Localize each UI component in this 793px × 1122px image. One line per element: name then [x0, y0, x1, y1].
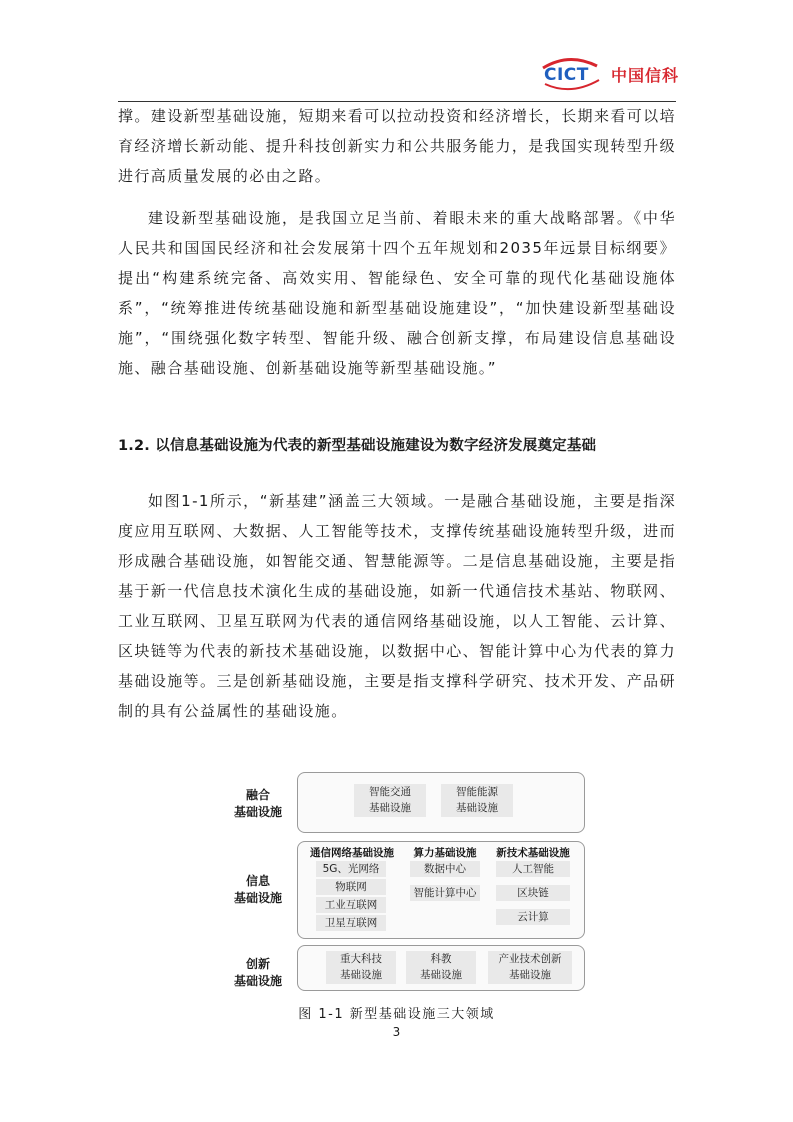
info-compute-item: 数据中心 [410, 861, 480, 877]
innovation-group [297, 945, 585, 991]
body-paragraph-1: 撑。建设新型基础设施，短期来看可以拉动投资和经济增长，长期来看可以培育经济增长新动能、提升科技创新实力和公共服务能力，是我国实现转型升级进行高质量发展的必由之路。 [118, 107, 676, 185]
innovation-item-edu [406, 951, 476, 984]
innovation-item-industry-line2: 基础设施 [509, 969, 551, 981]
info-group [297, 841, 585, 939]
fusion-item-transport [354, 784, 426, 817]
page-number: 3 [392, 1025, 401, 1039]
innovation-label [225, 956, 291, 990]
body-paragraph-3: 如图1-1所示，“新基建”涵盖三大领域。一是融合基础设施，主要是指深度应用互联网、大数据、人工智能等技术，支撑传统基础设施转型升级，进而形成融合基础设施，如智能交通、智慧能源等。二是信息基础设施，主要是指基于新一代信息技术演化生成的基础设施，如新一代通信技术基站、物联网、工业互联网、卫星互联网为代表的通信网络基础设施，以人工智能、云计算、区块链等为代表的新技术基础设施，以数据中心、智能计算中心为代表的算力基础设施等。三是创新基础设施，主要是指支撑科学研究、技术开发、产品研制的具有公益属性的基础设施。 [118, 492, 676, 720]
fusion-item-transport-line2: 基础设施 [369, 802, 411, 814]
innovation-item-edu-line1: 科教 [430, 953, 452, 965]
body-paragraph-3-container [118, 486, 676, 726]
info-network-item: 工业互联网 [316, 897, 386, 913]
info-compute-item: 智能计算中心 [410, 885, 480, 901]
cict-logo-mark [539, 54, 603, 94]
info-network-item: 5G、光网络 [316, 861, 386, 877]
innovation-item-industry [488, 951, 572, 984]
body-paragraph-2: 建设新型基础设施，是我国立足当前、着眼未来的重大战略部署。《中华人民共和国国民经济和社会发展第十四个五年规划和2035年远景目标纲要》提出“构建系统完备、高效实用、智能绿色、安全可靠的现代化基础设施体系”，“统筹推进传统基础设施和新型基础设施建设”，“加快建设新型基础设施”，“围绕强化数字转型、智能升级、融合创新支撑，布局建设信息基础设施、融合基础设施、创新基础设施等新型基础设施。” [118, 209, 676, 377]
fusion-label-line1: 融合 [245, 788, 270, 802]
innovation-item-industry-line1: 产业技术创新 [498, 953, 562, 965]
info-compute-title: 算力基础设施 [413, 847, 477, 859]
innovation-item-major [326, 951, 396, 984]
innovation-item-edu-line2: 基础设施 [420, 969, 462, 981]
innovation-item-major-line1: 重大科技 [340, 953, 382, 965]
section-heading: 1.2. 以信息基础设施为代表的新型基础设施建设为数字经济发展奠定基础 [118, 438, 597, 454]
fusion-group [297, 772, 585, 833]
info-newtech-item: 云计算 [496, 909, 570, 925]
figure-new-infrastructure [225, 772, 587, 990]
logo-chinese-text: 中国信科 [611, 65, 680, 85]
innovation-label-line2: 基础设施 [233, 974, 282, 988]
info-newtech-item: 区块链 [496, 885, 570, 901]
info-network-item: 物联网 [316, 879, 386, 895]
info-label-line2: 基础设施 [233, 891, 282, 905]
fusion-item-energy-line2: 基础设施 [456, 802, 498, 814]
body-paragraph-1-container [118, 101, 676, 191]
fusion-item-energy-line1: 智能能源 [456, 786, 498, 798]
logo-latin-text: CICT [544, 65, 589, 85]
innovation-label-line1: 创新 [245, 957, 270, 971]
fusion-label-line2: 基础设施 [233, 805, 282, 819]
info-network-item: 卫星互联网 [316, 915, 386, 931]
fusion-item-energy [441, 784, 513, 817]
info-network-title: 通信网络基础设施 [310, 847, 394, 859]
info-label [225, 873, 291, 907]
info-newtech-title: 新技术基础设施 [496, 847, 570, 859]
info-label-line1: 信息 [245, 874, 270, 888]
fusion-label [225, 787, 291, 821]
body-paragraph-2-container [118, 203, 676, 383]
cict-logo [539, 54, 679, 94]
info-newtech-item: 人工智能 [496, 861, 570, 877]
figure-caption: 图 1-1 新型基础设施三大领域 [298, 1007, 495, 1022]
fusion-item-transport-line1: 智能交通 [369, 786, 411, 798]
innovation-item-major-line2: 基础设施 [340, 969, 382, 981]
